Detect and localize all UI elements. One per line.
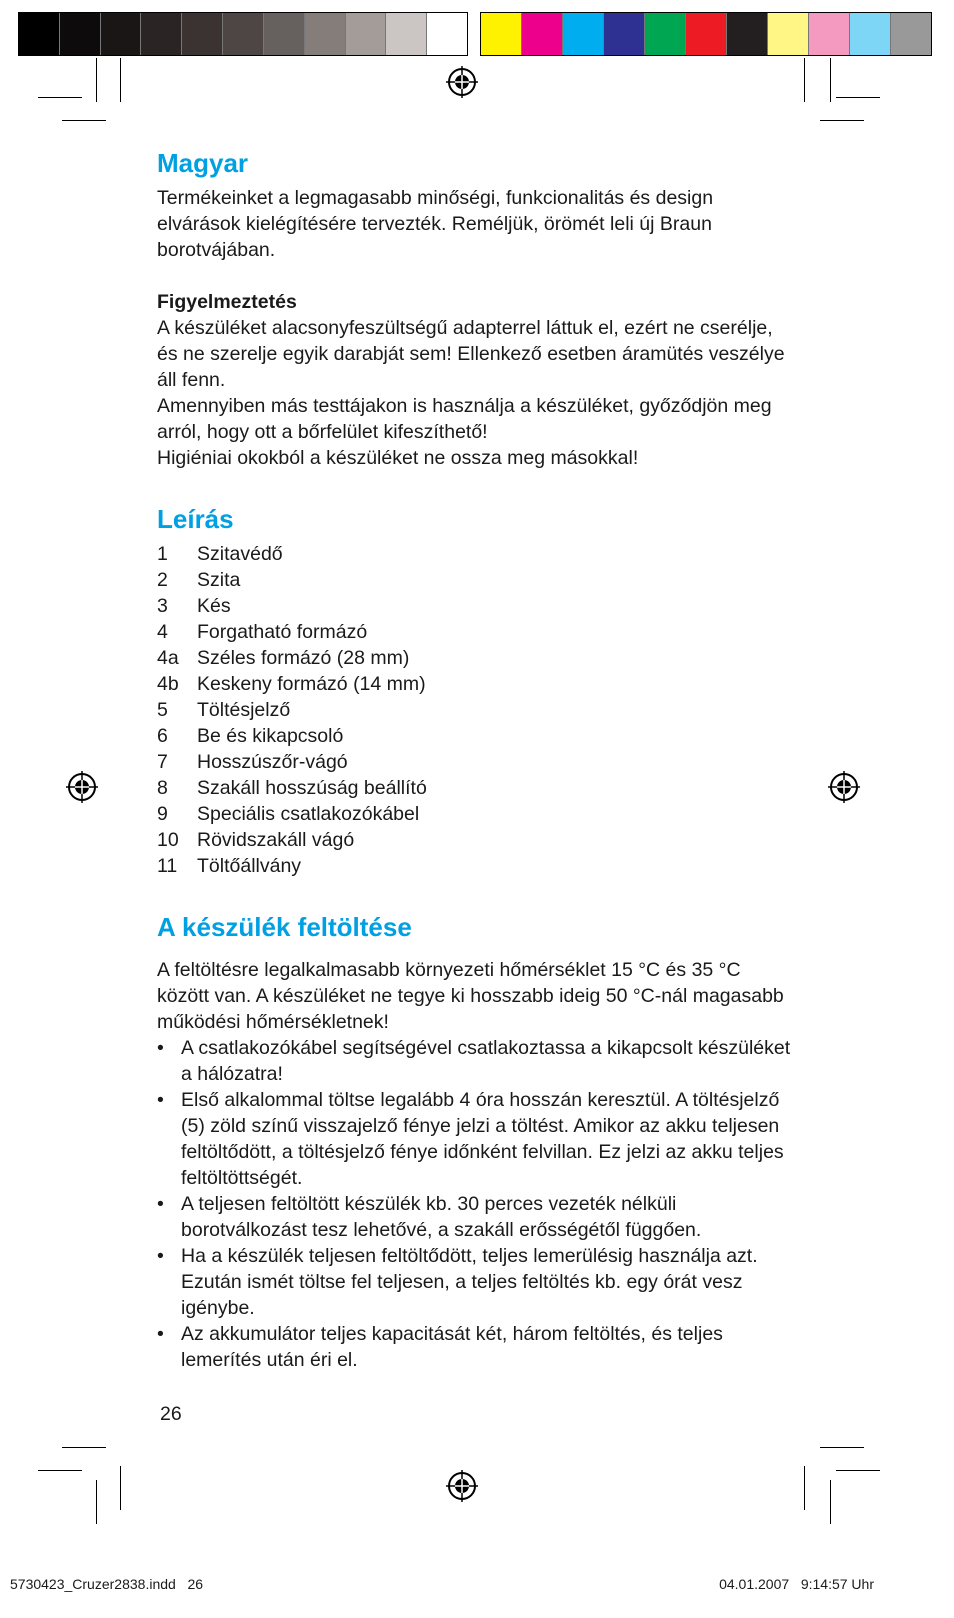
charging-bullet-list [157,1035,797,1373]
bullet-item: • A csatlakozókábel segítségével csatlakoztassa a kikapcsolt készüléket a hálózatra! [157,1035,797,1087]
gray-swatch [346,13,387,55]
item-number: 11 [157,855,178,877]
warning-paragraph: Higiéniai okokból a készüléket ne ossza meg másokkal! [157,447,639,469]
list-item [157,541,797,567]
intro-paragraph: Termékeinket a legmagasabb minőségi, funkcionalitás és design elvárások kielégítésére tervezték. Reméljük, örömét leli új Braun borotvájában. [157,187,714,261]
list-item [157,645,797,671]
list-item [157,697,797,723]
list-item [157,801,797,827]
item-label: Speciális csatlakozókábel [197,803,420,825]
item-label: Be és kikapcsoló [197,725,344,747]
list-item [157,749,797,775]
item-number: 8 [157,777,168,799]
crop-mark [120,58,121,102]
warning-paragraph: A készüléket alacsonyfeszültségű adapterrel láttuk el, ezért ne cserélje, és ne szerelje egyik darabját sem! Ellenkező esetben áramütés veszélye áll fenn. [157,317,785,391]
crop-mark [804,1466,805,1510]
crop-mark [830,58,831,102]
color-swatch [768,13,809,55]
item-number: 2 [157,569,168,591]
item-label: Forgatható formázó [197,621,368,643]
crop-mark [38,97,82,98]
list-item [157,619,797,645]
color-swatch [809,13,850,55]
item-label: Szakáll hosszúság beállító [197,777,427,799]
gray-swatch [264,13,305,55]
registration-mark-icon [66,771,98,803]
registration-mark-icon [446,1470,478,1502]
item-label: Hosszúszőr-vágó [197,751,348,773]
color-swatch [891,13,931,55]
item-number: 4a [157,647,179,669]
color-swatch [850,13,891,55]
crop-mark [62,120,106,121]
crop-mark [62,1447,106,1448]
crop-mark [804,58,805,102]
item-number: 5 [157,699,168,721]
color-swatch [604,13,645,55]
color-swatch [686,13,727,55]
crop-mark [96,1480,97,1524]
footer-timestamp: 04.01.2007 9:14:57 Uhr [719,1576,874,1592]
item-number: 1 [157,543,168,565]
crop-mark [830,1480,831,1524]
list-item [157,827,797,853]
item-number: 6 [157,725,168,747]
gray-swatch [427,13,467,55]
color-swatch [727,13,768,55]
color-swatch [481,13,522,55]
grayscale-calibration-bar [18,12,468,56]
charging-intro: A feltöltésre legalkalmasabb környezeti hőmérséklet 15 °C és 35 °C között van. A készüléket ne tegye ki hosszabb ideig 50 °C-nál magasabb működési hőmérsékletnek! [157,959,784,1033]
section-title-leiras: Leírás [157,504,234,534]
item-label: Töltőállvány [197,855,302,877]
section-title-magyar: Magyar [157,148,249,178]
gray-swatch [305,13,346,55]
item-number: 9 [157,803,168,825]
item-number: 10 [157,829,179,851]
color-swatch [522,13,563,55]
list-item [157,775,797,801]
registration-mark-icon [828,771,860,803]
gray-swatch [101,13,142,55]
warning-paragraph: Amennyiben más testtájakon is használja a készüléket, győződjön meg arról, hogy ott a bőrfelület kifeszíthető! [157,395,772,443]
item-label: Széles formázó (28 mm) [197,647,410,669]
item-label: Töltésjelző [197,699,291,721]
crop-mark [836,97,880,98]
item-number: 7 [157,751,168,773]
crop-mark [820,1447,864,1448]
gray-swatch [386,13,427,55]
parts-list [157,541,797,879]
item-label: Rövidszakáll vágó [197,829,355,851]
bullet-item: • Első alkalommal töltse legalább 4 óra hosszán keresztül. A töltésjelző (5) zöld színű visszajelző fénye jelzi a töltést. Amikor az akku teljesen feltöltődött, a töltésjelző fénye időnként felvillan. Ez jelzi az akku teljes feltöltöttségét. [157,1087,797,1191]
item-number: 4b [157,673,179,695]
crop-mark [96,58,97,102]
color-swatch [645,13,686,55]
registration-mark-icon [446,66,478,98]
warning-heading: Figyelmeztetés [157,291,297,313]
item-label: Keskeny formázó (14 mm) [197,673,426,695]
gray-swatch [19,13,60,55]
list-item [157,593,797,619]
gray-swatch [182,13,223,55]
footer-file-info: 5730423_Cruzer2838.indd 26 [10,1576,204,1592]
item-label: Kés [197,595,231,617]
crop-mark [820,120,864,121]
crop-mark [120,1466,121,1510]
bullet-item: • A teljesen feltöltött készülék kb. 30 perces vezeték nélküli borotválkozást tesz lehetővé, a szakáll erősségétől függően. [157,1191,797,1243]
item-label: Szitavédő [197,543,283,565]
list-item [157,671,797,697]
section-title-toltes: A készülék feltöltése [157,912,412,942]
gray-swatch [60,13,101,55]
color-calibration-bar [480,12,932,56]
bullet-item: • Ha a készülék teljesen feltöltődött, teljes lemerülésig használja azt. Ezután ismét töltse fel teljesen, a teljes feltöltés kb. egy órát vesz igénybe. [157,1243,797,1321]
list-item [157,853,797,879]
item-label: Szita [197,569,241,591]
crop-mark [836,1470,880,1471]
list-item [157,723,797,749]
gray-swatch [223,13,264,55]
bullet-item: • Az akkumulátor teljes kapacitását két, három feltöltés, és teljes lemerítés után éri el. [157,1321,797,1373]
list-item [157,567,797,593]
page-number: 26 [160,1403,182,1425]
gray-swatch [141,13,182,55]
item-number: 4 [157,621,168,643]
crop-mark [38,1470,82,1471]
color-swatch [563,13,604,55]
page-content [157,147,797,1373]
item-number: 3 [157,595,168,617]
